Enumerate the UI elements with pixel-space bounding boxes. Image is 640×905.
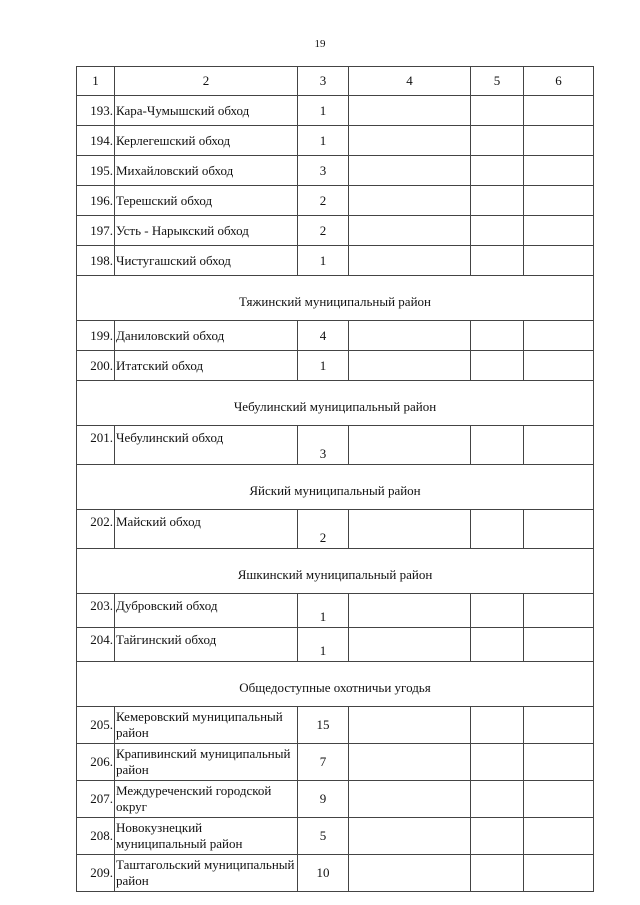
section-title: Яшкинский муниципальный район <box>77 549 594 594</box>
empty-cell <box>349 510 471 549</box>
row-name: Кемеровский муниципальный район <box>115 707 298 744</box>
section-title: Яйский муниципальный район <box>77 465 594 510</box>
section-row <box>77 465 594 510</box>
empty-cell <box>524 855 594 892</box>
row-count: 10 <box>298 855 349 892</box>
row-number: 198. <box>77 246 115 276</box>
row-number: 196. <box>77 186 115 216</box>
empty-cell <box>524 351 594 381</box>
table-row <box>77 96 594 126</box>
empty-cell <box>524 781 594 818</box>
row-number: 201. <box>77 426 115 465</box>
table-row <box>77 321 594 351</box>
row-name: Усть - Нарыкский обход <box>115 216 298 246</box>
empty-cell <box>524 510 594 549</box>
row-name: Междуреченский городской округ <box>115 781 298 818</box>
row-name: Итатский обход <box>115 351 298 381</box>
empty-cell <box>524 321 594 351</box>
empty-cell <box>524 707 594 744</box>
column-header: 1 <box>77 67 115 96</box>
row-name: Керлегешский обход <box>115 126 298 156</box>
empty-cell <box>471 594 524 628</box>
empty-cell <box>524 186 594 216</box>
row-name: Дубровский обход <box>115 594 298 628</box>
row-name: Даниловский обход <box>115 321 298 351</box>
row-number: 206. <box>77 744 115 781</box>
empty-cell <box>471 246 524 276</box>
row-number: 200. <box>77 351 115 381</box>
row-count: 3 <box>298 156 349 186</box>
table-row <box>77 186 594 216</box>
section-row <box>77 549 594 594</box>
table-row <box>77 510 594 549</box>
row-name: Михайловский обход <box>115 156 298 186</box>
table-row <box>77 426 594 465</box>
row-number: 195. <box>77 156 115 186</box>
row-count: 15 <box>298 707 349 744</box>
row-count: 9 <box>298 781 349 818</box>
empty-cell <box>349 707 471 744</box>
empty-cell <box>524 818 594 855</box>
column-header: 3 <box>298 67 349 96</box>
empty-cell <box>471 126 524 156</box>
table-row <box>77 351 594 381</box>
section-row <box>77 276 594 321</box>
empty-cell <box>524 594 594 628</box>
row-name: Майский обход <box>115 510 298 549</box>
page-number: 19 <box>314 38 326 50</box>
empty-cell <box>349 96 471 126</box>
row-name: Крапивинский муниципальный район <box>115 744 298 781</box>
row-name: Новокузнецкий муниципальный район <box>115 818 298 855</box>
table-row <box>77 781 594 818</box>
row-name: Кара-Чумышский обход <box>115 96 298 126</box>
row-count: 2 <box>298 186 349 216</box>
table-row <box>77 744 594 781</box>
table-row <box>77 818 594 855</box>
table-row <box>77 126 594 156</box>
row-count: 1 <box>298 126 349 156</box>
table-row <box>77 216 594 246</box>
row-count: 3 <box>298 426 349 465</box>
row-count: 4 <box>298 321 349 351</box>
row-name: Чистугашский обход <box>115 246 298 276</box>
empty-cell <box>471 156 524 186</box>
table-header-row <box>77 67 594 96</box>
section-title: Общедоступные охотничьи угодья <box>77 662 594 707</box>
row-number: 205. <box>77 707 115 744</box>
empty-cell <box>349 744 471 781</box>
empty-cell <box>349 855 471 892</box>
empty-cell <box>524 216 594 246</box>
row-count: 1 <box>298 628 349 662</box>
empty-cell <box>524 426 594 465</box>
row-name: Таштагольский муниципальный район <box>115 855 298 892</box>
empty-cell <box>349 156 471 186</box>
row-count: 1 <box>298 351 349 381</box>
empty-cell <box>349 594 471 628</box>
row-name: Тайгинский обход <box>115 628 298 662</box>
row-number: 193. <box>77 96 115 126</box>
empty-cell <box>349 186 471 216</box>
table-row <box>77 628 594 662</box>
section-row <box>77 381 594 426</box>
empty-cell <box>349 216 471 246</box>
row-count: 5 <box>298 818 349 855</box>
empty-cell <box>471 351 524 381</box>
row-number: 209. <box>77 855 115 892</box>
row-count: 2 <box>298 510 349 549</box>
empty-cell <box>349 426 471 465</box>
empty-cell <box>349 246 471 276</box>
empty-cell <box>524 156 594 186</box>
column-header: 2 <box>115 67 298 96</box>
empty-cell <box>471 855 524 892</box>
empty-cell <box>524 744 594 781</box>
row-name: Терешский обход <box>115 186 298 216</box>
row-count: 7 <box>298 744 349 781</box>
empty-cell <box>349 351 471 381</box>
empty-cell <box>524 126 594 156</box>
empty-cell <box>471 818 524 855</box>
column-header: 4 <box>349 67 471 96</box>
empty-cell <box>349 126 471 156</box>
column-header: 6 <box>524 67 594 96</box>
row-number: 203. <box>77 594 115 628</box>
row-number: 208. <box>77 818 115 855</box>
empty-cell <box>471 426 524 465</box>
row-number: 199. <box>77 321 115 351</box>
row-count: 1 <box>298 594 349 628</box>
empty-cell <box>524 96 594 126</box>
empty-cell <box>471 216 524 246</box>
empty-cell <box>471 744 524 781</box>
row-number: 202. <box>77 510 115 549</box>
table-row <box>77 246 594 276</box>
section-row <box>77 662 594 707</box>
row-count: 1 <box>298 246 349 276</box>
table-row <box>77 594 594 628</box>
row-number: 197. <box>77 216 115 246</box>
empty-cell <box>471 781 524 818</box>
section-title: Чебулинский муниципальный район <box>77 381 594 426</box>
table-row <box>77 855 594 892</box>
hunting-areas-table <box>76 66 594 892</box>
empty-cell <box>471 510 524 549</box>
empty-cell <box>524 246 594 276</box>
empty-cell <box>349 781 471 818</box>
row-count: 1 <box>298 96 349 126</box>
empty-cell <box>471 186 524 216</box>
row-count: 2 <box>298 216 349 246</box>
row-number: 207. <box>77 781 115 818</box>
empty-cell <box>471 321 524 351</box>
row-name: Чебулинский обход <box>115 426 298 465</box>
column-header: 5 <box>471 67 524 96</box>
empty-cell <box>471 96 524 126</box>
row-number: 204. <box>77 628 115 662</box>
empty-cell <box>471 628 524 662</box>
empty-cell <box>349 818 471 855</box>
table-row <box>77 707 594 744</box>
empty-cell <box>471 707 524 744</box>
empty-cell <box>349 628 471 662</box>
empty-cell <box>349 321 471 351</box>
row-number: 194. <box>77 126 115 156</box>
table-row <box>77 156 594 186</box>
empty-cell <box>524 628 594 662</box>
section-title: Тяжинский муниципальный район <box>77 276 594 321</box>
